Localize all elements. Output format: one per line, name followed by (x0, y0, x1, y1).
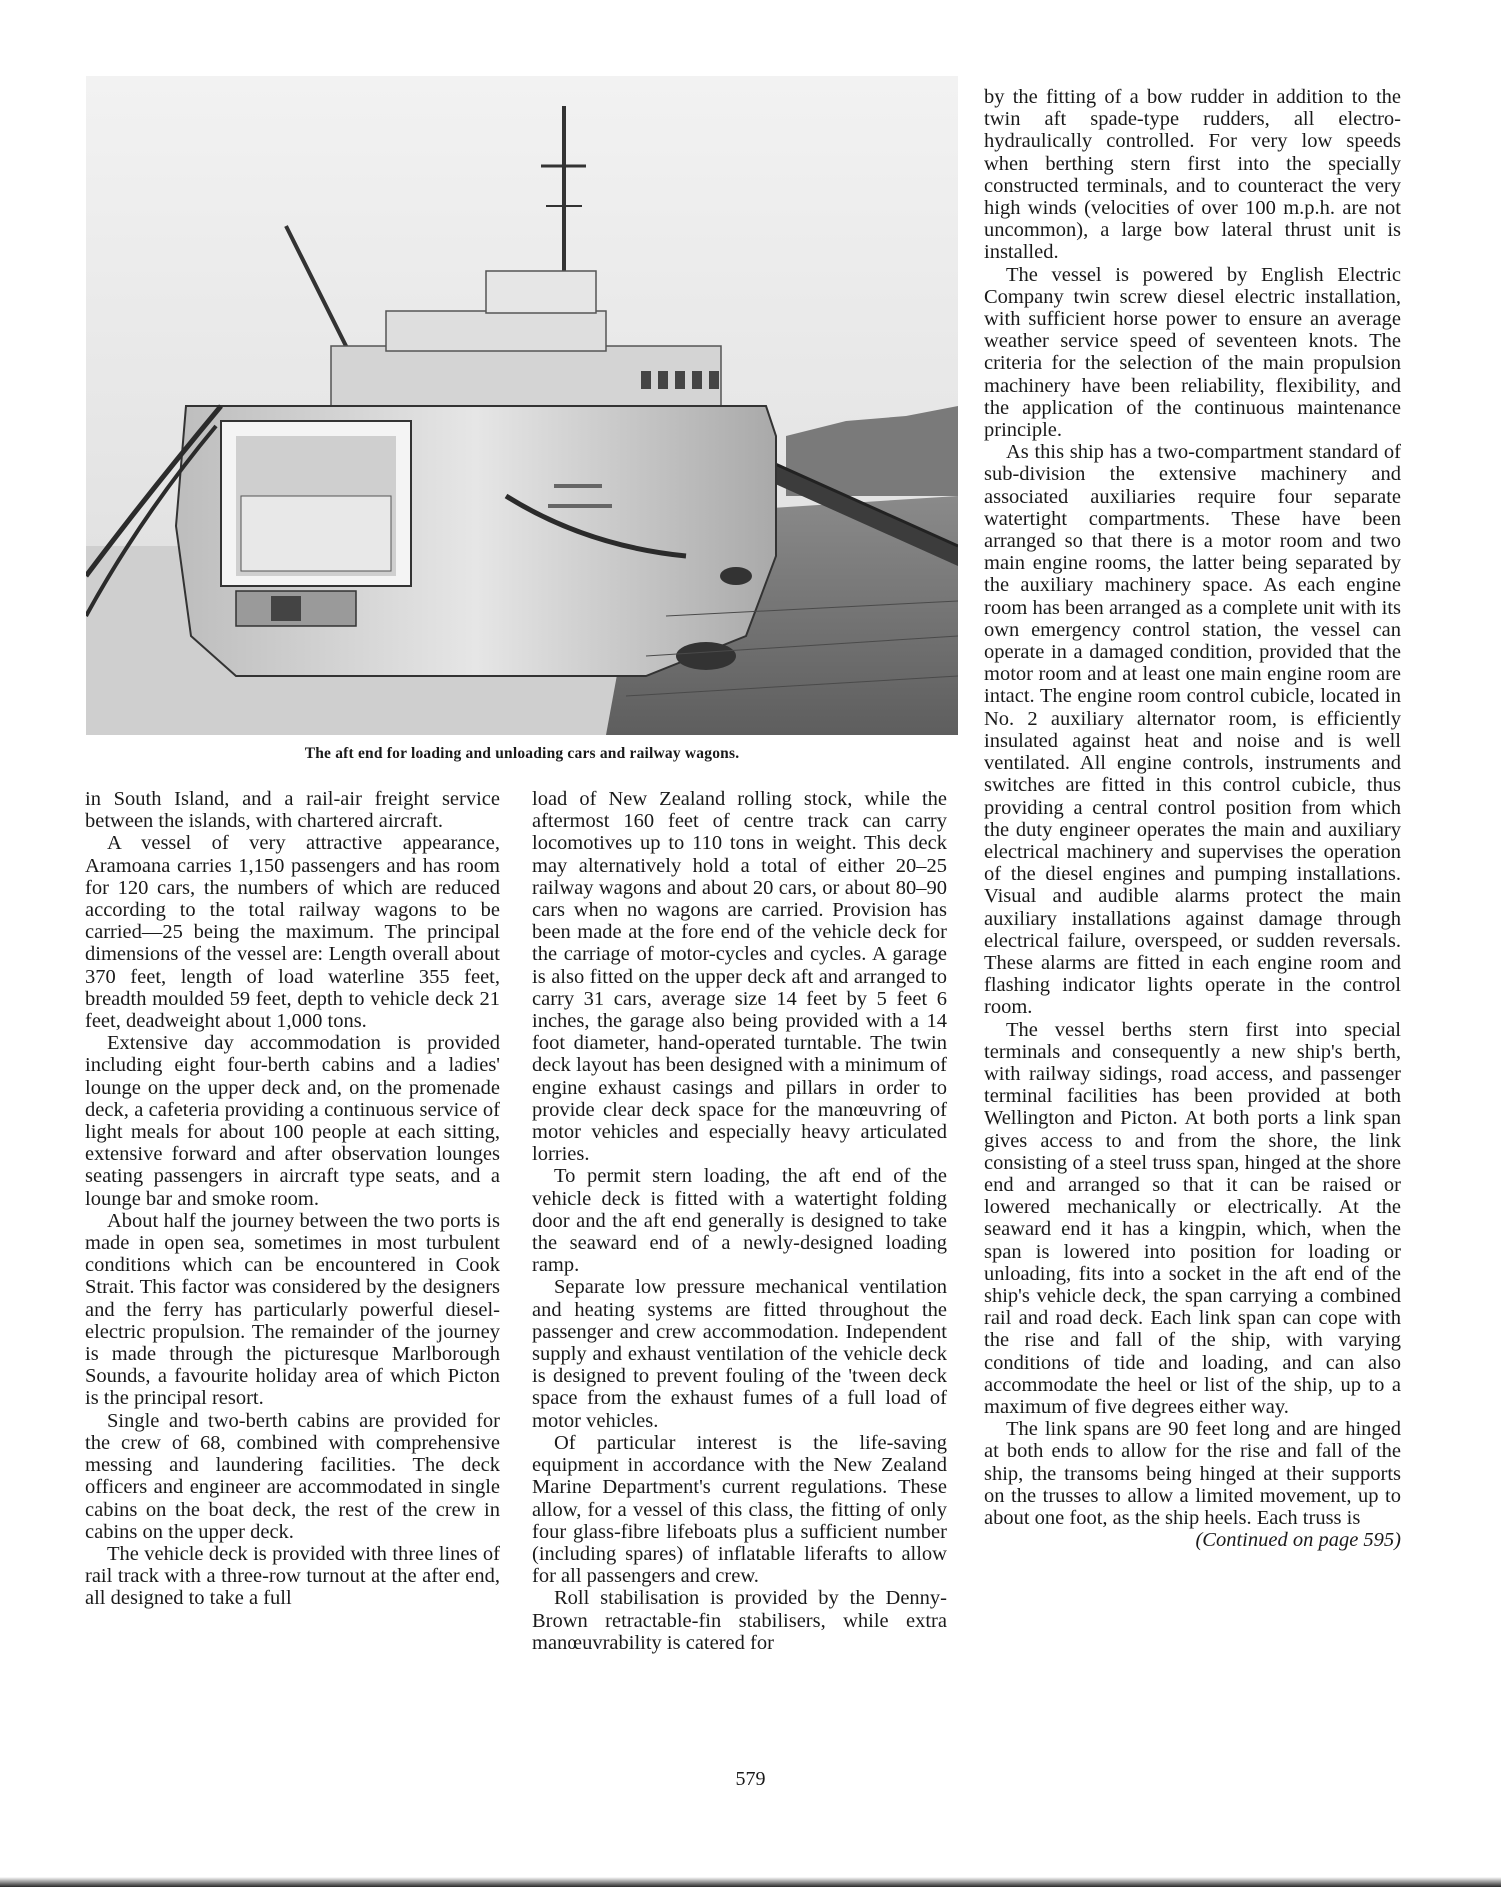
paragraph: Separate low pressure mechanical ventilation and heating systems are fitted throughout the passenger and crew accommodation. Independent supply and exhaust ventilation of the vehicle deck is designed to prevent fouling of the 'tween deck space from the exhaust fumes of a full load of motor vehicles. (532, 1276, 947, 1432)
paragraph: As this ship has a two-compartment standard of sub-division the extensive machinery and associated auxiliaries require four separate watertight compartments. These have been arranged so that there is a motor room and two main engine rooms, the latter being separated by the auxiliary machinery space. As each engine room has been arranged as a complete unit with its own emergency control station, the vessel can operate in a damaged condition, provided that the motor room and at least one main engine room are intact. The engine room control cubicle, located in No. 2 auxiliary alternator room, is efficiently insulated against heat and noise and is well ventilated. All engine controls, instruments and switches are fitted in this control cubicle, thus providing a central control position from which the duty engineer operates the main and auxiliary electrical machinery and supervises the operation of the diesel engines and pumping installations. Visual and audible alarms protect the main auxiliary installations against damage through electrical failure, overspeed, or sudden reversals. These alarms are fitted in each engine room and flashing indicator lights operate in the control room. (984, 441, 1401, 1019)
paragraph: The vessel berths stern first into special terminals and consequently a new ship's berth, with railway sidings, road access, and passenger terminal facilities has been provided at both Wellington and Picton. At both ports a link span gives access to and from the shore, the link consisting of a steel truss span, hinged at the shore end and arranged so that it can be raised or lowered mechanically or electrically. At the seaward end it has a kingpin, which, when the span is lowered into position for loading or unloading, fits into a socket in the aft end of the ship's vehicle deck, the span carrying a combined rail and road deck. Each link span can cope with the rise and fall of the ship, with varying conditions of tide and loading, and can also accommodate the heel or list of the ship, up to a maximum of five degrees either way. (984, 1018, 1401, 1418)
paragraph: About half the journey between the two ports is made in open sea, sometimes in most turbulent conditions which can be encountered in Cook Strait. This factor was considered by the designers and the ferry has particularly powerful diesel-electric propulsion. The remainder of the journey is made through the picturesque Marlborough Sounds, a favourite holiday area of which Picton is the principal resort. (85, 1209, 500, 1410)
paragraph: Single and two-berth cabins are provided for the crew of 68, combined with comprehensive messing and laundering facilities. The deck officers and engineer are accommodated in single cabins on the boat deck, the rest of the crew in cabins on the upper deck. (85, 1409, 500, 1543)
paragraph: To permit stern loading, the aft end of the vehicle deck is fitted with a watertight folding door and the aft end generally is designed to take the seaward end of a newly-designed loading ramp. (532, 1165, 947, 1277)
paragraph: The vessel is powered by English Electric Company twin screw diesel electric installation, with sufficient horse power to ensure an average weather service speed of seventeen knots. The criteria for the selection of the main propulsion machinery have been reliability, flexibility, and the application of the continuous maintenance principle. (984, 263, 1401, 442)
text-column-middle (532, 788, 947, 1654)
paragraph: by the fitting of a bow rudder in addition to the twin aft spade-type rudders, all electro-hydraulically controlled. For very low speeds when berthing stern first into the specially constructed terminals, and to counteract the very high winds (velocities of over 100 m.p.h. are not uncommon), a large bow lateral thrust unit is installed. (984, 86, 1401, 264)
paragraph: The link spans are 90 feet long and are hinged at both ends to allow for the rise and fall of the ship, the transoms being hinged at their supports on the trusses to allow a limited movement, up to about one foot, as the ship heels. Each truss is (984, 1418, 1401, 1529)
paragraph: A vessel of very attractive appearance, Aramoana carries 1,150 passengers and has room for 120 cars, the numbers of which are reduced according to the total railway wagons to be carried—25 being the maximum. The principal dimensions of the vessel are: Length overall about 370 feet, length of load waterline 355 feet, breadth moulded 59 feet, depth to vehicle deck 21 feet, deadweight about 1,000 tons. (85, 832, 500, 1033)
paragraph: in South Island, and a rail-air freight service between the islands, with chartered aircraft. (85, 788, 500, 833)
page-number: 579 (735, 1768, 766, 1790)
continued-note: (Continued on page 595) (1195, 1529, 1401, 1552)
scan-edge (0, 1877, 1501, 1887)
paragraph: Roll stabilisation is provided by the Denny-Brown retractable-fin stabilisers, while extra manœuvrability is catered for (532, 1587, 947, 1654)
paragraph: Extensive day accommodation is provided including eight four-berth cabins and a ladies' lounge on the upper deck and, on the promenade deck, a cafeteria providing a continuous service of light meals for about 100 people at each sitting, extensive forward and after observation lounges seating passengers in aircraft type seats, and a lounge bar and smoke room. (85, 1032, 500, 1210)
paragraph: load of New Zealand rolling stock, while the aftermost 160 feet of centre track can carry locomotives up to 110 tons in weight. This deck may alternatively hold a total of either 20–25 railway wagons and about 20 cars, or about 80–90 cars when no wagons are carried. Provision has been made at the fore end of the vehicle deck for the carriage of motor-cycles and cycles. A garage is also fitted on the upper deck aft and arranged to carry 31 cars, average size 14 feet by 5 feet 6 inches, the garage also being provided with a 14 foot diameter, hand-operated turntable. The twin deck layout has been designed with a minimum of engine exhaust casings and pillars in order to provide clear deck space for the manœuvring of motor vehicles and especially heavy articulated lorries. (532, 788, 947, 1166)
photo-caption: The aft end for loading and unloading cars and railway wagons. (304, 745, 740, 762)
ship-photo (86, 76, 958, 735)
ferry-stern-illustration (86, 76, 958, 735)
text-column-left (85, 788, 500, 1610)
paragraph: Of particular interest is the life-saving equipment in accordance with the New Zealand Marine Department's current regulations. These allow, for a vessel of this class, the fitting of only four glass-fibre lifeboats plus a sufficient number (including spares) of inflatable liferafts to allow for all passengers and crew. (532, 1431, 947, 1588)
paragraph: The vehicle deck is provided with three lines of rail track with a three-row turnout at the after end, all designed to take a full (85, 1542, 500, 1610)
text-column-right (984, 86, 1401, 1551)
